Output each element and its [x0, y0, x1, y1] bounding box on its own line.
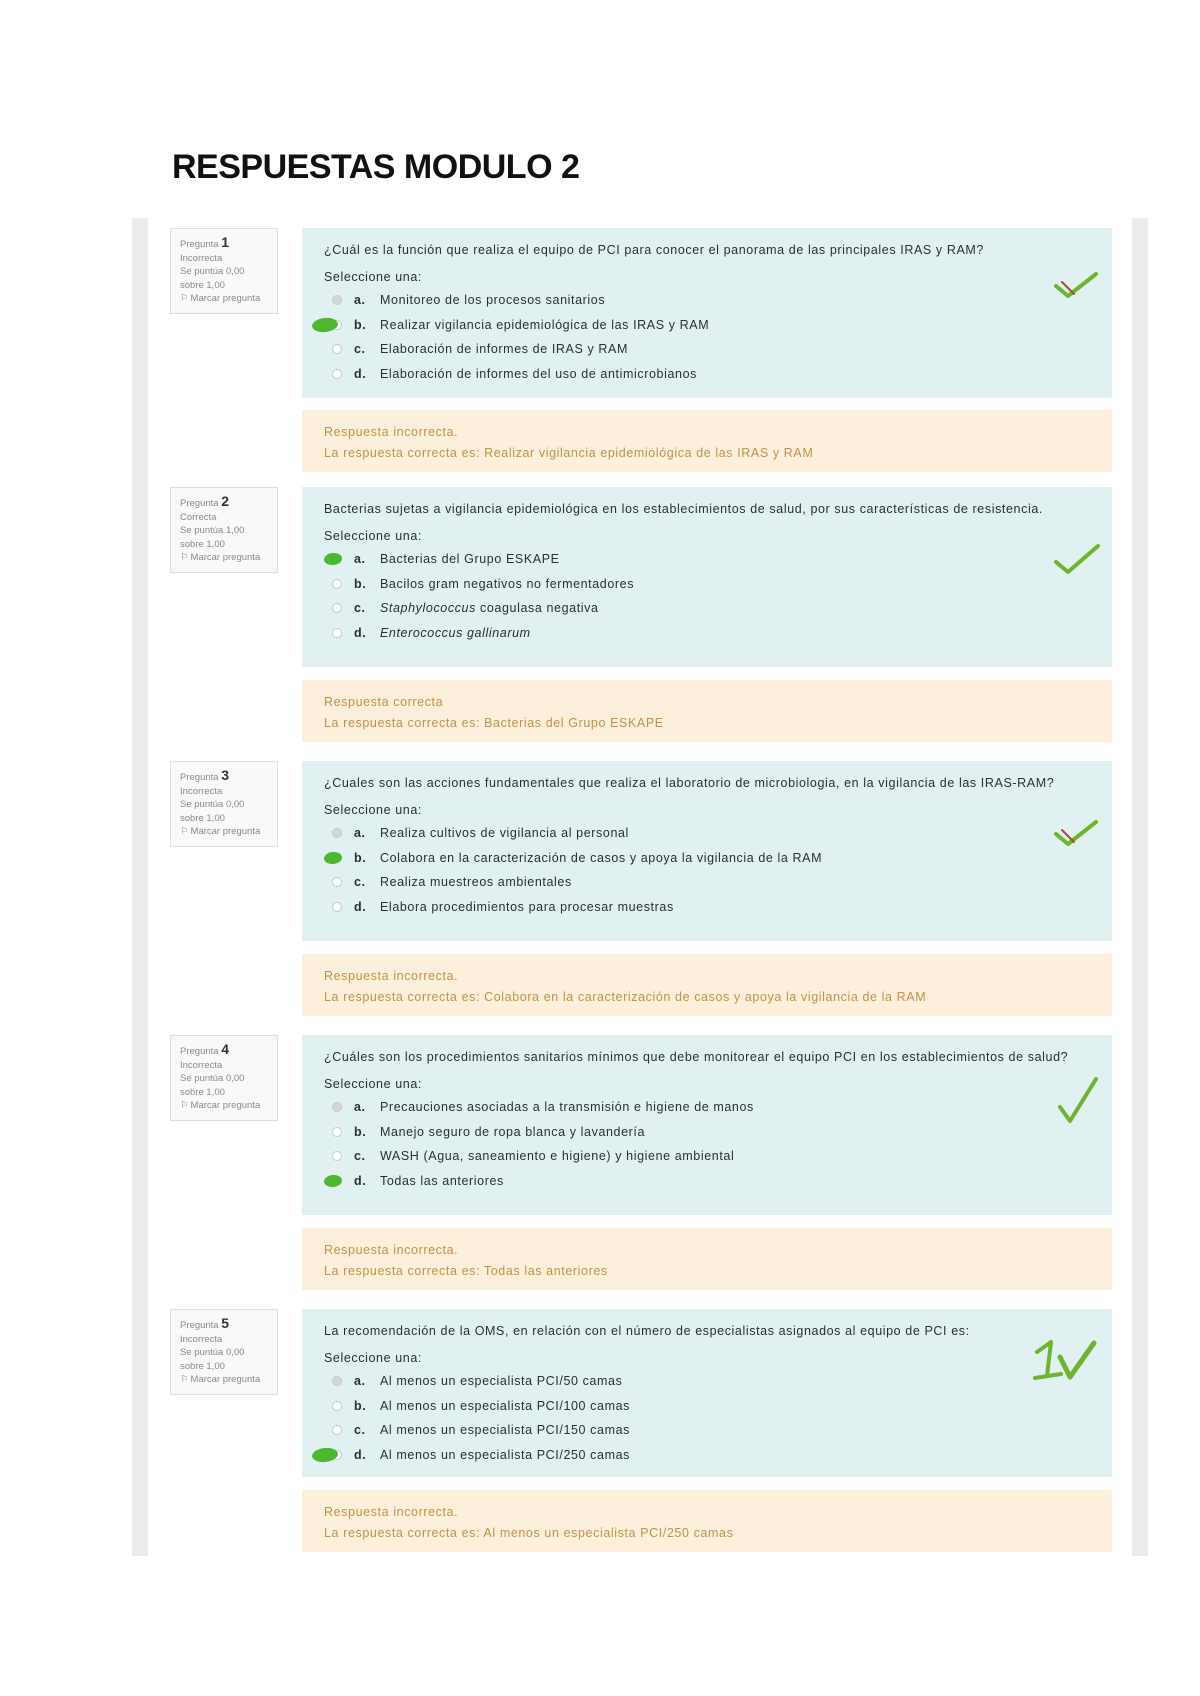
document-title: RESPUESTAS MODULO 2 — [172, 148, 580, 186]
question-state: Incorrecta — [180, 252, 223, 264]
question-number: 4 — [221, 1041, 229, 1057]
question-score: Se puntúa 0,00 sobre 1,00 — [180, 799, 245, 824]
answer-option[interactable]: b. Colabora en la caracterización de casos y apoya la vigilancia de la RAM — [324, 846, 1090, 871]
radio-button[interactable] — [332, 369, 342, 379]
question-box — [302, 1309, 1112, 1477]
flag-question-link[interactable]: ⚐ Marcar pregunta — [180, 826, 261, 837]
question-box — [302, 487, 1112, 667]
radio-button[interactable] — [332, 1102, 342, 1112]
radio-button[interactable] — [332, 1376, 342, 1386]
select-prompt: Seleccione una: — [324, 1077, 422, 1091]
question-state: Incorrecta — [180, 1059, 223, 1071]
radio-button[interactable] — [332, 1151, 342, 1161]
feedback-box — [302, 410, 1112, 472]
answer-option[interactable]: a. Precauciones asociadas a la transmisión e higiene de manos — [324, 1095, 1090, 1120]
feedback-answer: La respuesta correcta es: Bacterias del Grupo ESKAPE — [324, 716, 664, 730]
answer-option[interactable]: a. Realiza cultivos de vigilancia al personal — [324, 821, 1090, 846]
question-text: ¿Cuál es la función que realiza el equipo de PCI para conocer el panorama de las principales IRAS y RAM? — [324, 243, 984, 257]
answer-option[interactable]: c. Staphylococcus coagulasa negativa — [324, 596, 1090, 621]
answer-option[interactable]: b. Realizar vigilancia epidemiológica de las IRAS y RAM — [324, 313, 1090, 338]
question-label: Pregunta — [180, 772, 219, 783]
question-box — [302, 228, 1112, 398]
feedback-answer: La respuesta correcta es: Colabora en la caracterización de casos y apoya la vigilancia de la RAM — [324, 990, 927, 1004]
answer-option[interactable]: d. Todas las anteriores — [324, 1169, 1090, 1194]
radio-button[interactable] — [332, 1425, 342, 1435]
question-info — [170, 761, 278, 847]
flag-question-link[interactable]: ⚐ Marcar pregunta — [180, 552, 261, 563]
feedback-box — [302, 1490, 1112, 1552]
select-prompt: Seleccione una: — [324, 1351, 422, 1365]
question-info — [170, 1309, 278, 1395]
feedback-box — [302, 954, 1112, 1016]
green-highlight-mark — [311, 1446, 338, 1463]
quiz-screenshot — [132, 218, 1148, 1556]
radio-button[interactable] — [332, 877, 342, 887]
check-mark-icon — [1052, 268, 1102, 304]
select-prompt: Seleccione una: — [324, 529, 422, 543]
question-number: 3 — [221, 767, 229, 783]
check-mark-icon — [1052, 542, 1102, 578]
question-box — [302, 761, 1112, 941]
question-info — [170, 487, 278, 573]
question-label: Pregunta — [180, 1046, 219, 1057]
radio-button[interactable] — [332, 628, 342, 638]
radio-button[interactable] — [332, 902, 342, 912]
feedback-status: Respuesta incorrecta. — [324, 1505, 459, 1519]
question-text: Bacterias sujetas a vigilancia epidemiológica en los establecimientos de salud, por sus características de resistencia. — [324, 502, 1043, 516]
answer-option[interactable]: b. Al menos un especialista PCI/100 camas — [324, 1394, 1090, 1419]
question-score: Se puntúa 1,00 sobre 1,00 — [180, 525, 245, 550]
flag-icon: ⚐ — [180, 826, 189, 837]
question-state: Correcta — [180, 511, 217, 523]
answer-option[interactable]: d. Enterococcus gallinarum — [324, 621, 1090, 646]
question-text: ¿Cuales son las acciones fundamentales que realiza el laboratorio de microbiologia, en la vigilancia de las IRAS-RAM? — [324, 776, 1055, 790]
answer-option[interactable]: a. Bacterias del Grupo ESKAPE — [324, 547, 1090, 572]
check-mark-icon — [1052, 1075, 1102, 1127]
feedback-status: Respuesta incorrecta. — [324, 1243, 459, 1257]
question-number: 1 — [221, 234, 229, 250]
feedback-box — [302, 680, 1112, 742]
flag-icon: ⚐ — [180, 552, 189, 563]
green-highlight-mark — [311, 316, 338, 333]
handwritten-mark-icon — [1027, 1336, 1067, 1386]
green-highlight-mark — [323, 1174, 342, 1188]
answer-option[interactable]: c. Elaboración de informes de IRAS y RAM — [324, 337, 1090, 362]
answer-option[interactable]: d. Al menos un especialista PCI/250 camas — [324, 1443, 1090, 1468]
flag-icon: ⚐ — [180, 1374, 189, 1385]
flag-question-link[interactable]: ⚐ Marcar pregunta — [180, 293, 261, 304]
answer-option[interactable]: c. WASH (Agua, saneamiento e higiene) y higiene ambiental — [324, 1144, 1090, 1169]
radio-button[interactable] — [332, 344, 342, 354]
select-prompt: Seleccione una: — [324, 803, 422, 817]
feedback-box — [302, 1228, 1112, 1290]
feedback-status: Respuesta incorrecta. — [324, 969, 459, 983]
question-state: Incorrecta — [180, 1333, 223, 1345]
question-score: Se puntúa 0,00 sobre 1,00 — [180, 1073, 245, 1098]
question-label: Pregunta — [180, 239, 219, 250]
answer-option[interactable]: d. Elabora procedimientos para procesar muestras — [324, 895, 1090, 920]
question-label: Pregunta — [180, 1320, 219, 1331]
radio-button[interactable] — [332, 1127, 342, 1137]
answer-option[interactable]: c. Realiza muestreos ambientales — [324, 870, 1090, 895]
answer-option[interactable]: c. Al menos un especialista PCI/150 camas — [324, 1418, 1090, 1443]
green-highlight-mark — [323, 851, 342, 865]
question-number: 2 — [221, 493, 229, 509]
flag-question-link[interactable]: ⚐ Marcar pregunta — [180, 1374, 261, 1385]
question-label: Pregunta — [180, 498, 219, 509]
answer-option[interactable]: b. Manejo seguro de ropa blanca y lavandería — [324, 1120, 1090, 1145]
answer-option[interactable]: a. Al menos un especialista PCI/50 camas — [324, 1369, 1090, 1394]
answer-option[interactable]: b. Bacilos gram negativos no fermentadores — [324, 572, 1090, 597]
radio-button[interactable] — [332, 603, 342, 613]
radio-button[interactable] — [332, 1401, 342, 1411]
radio-button[interactable] — [332, 295, 342, 305]
question-text: La recomendación de la OMS, en relación con el número de especialistas asignados al equipo de PCI es: — [324, 1324, 970, 1338]
flag-icon: ⚐ — [180, 1100, 189, 1111]
feedback-status: Respuesta incorrecta. — [324, 425, 459, 439]
flag-icon: ⚐ — [180, 293, 189, 304]
select-prompt: Seleccione una: — [324, 270, 422, 284]
feedback-status: Respuesta correcta — [324, 695, 444, 709]
feedback-answer: La respuesta correcta es: Al menos un especialista PCI/250 camas — [324, 1526, 734, 1540]
question-state: Incorrecta — [180, 785, 223, 797]
question-info — [170, 228, 278, 314]
question-info — [170, 1035, 278, 1121]
question-box — [302, 1035, 1112, 1215]
question-text: ¿Cuáles son los procedimientos sanitarios mínimos que debe monitorear el equipo PCI en los establecimientos de salud? — [324, 1050, 1069, 1064]
feedback-answer: La respuesta correcta es: Todas las anteriores — [324, 1264, 608, 1278]
question-score: Se puntúa 0,00 sobre 1,00 — [180, 1347, 245, 1372]
flag-question-link[interactable]: ⚐ Marcar pregunta — [180, 1100, 261, 1111]
answer-option[interactable]: d. Elaboración de informes del uso de antimicrobianos — [324, 362, 1090, 387]
check-mark-icon — [1052, 816, 1102, 852]
radio-button[interactable] — [332, 579, 342, 589]
radio-button[interactable] — [332, 828, 342, 838]
question-number: 5 — [221, 1315, 229, 1331]
feedback-answer: La respuesta correcta es: Realizar vigilancia epidemiológica de las IRAS y RAM — [324, 446, 814, 460]
answer-option[interactable]: a. Monitoreo de los procesos sanitarios — [324, 288, 1090, 313]
green-highlight-mark — [323, 552, 342, 566]
question-score: Se puntúa 0,00 sobre 1,00 — [180, 266, 245, 291]
